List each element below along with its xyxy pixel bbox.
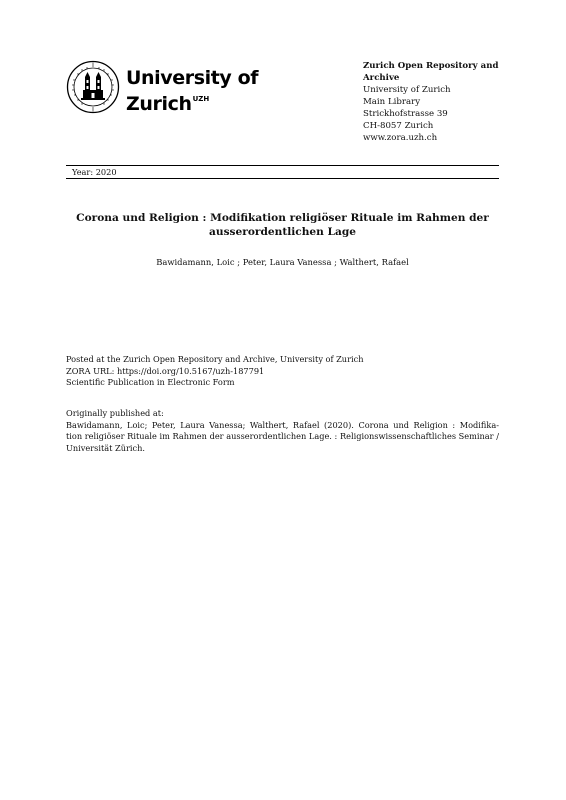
uzh-superscript: UZH [192,95,210,103]
university-wordmark [126,68,258,115]
repository-title-line1: Zurich Open Repository and [363,61,499,71]
repository-website-link[interactable]: www.zora.uzh.ch [363,133,438,143]
year-bar [66,165,499,179]
authors: Bawidamann, Loic ; Peter, Laura Vanessa ; Walthert, Rafael [156,257,409,267]
university-logo [66,60,266,120]
university-name-line2 [126,89,258,115]
citation-line3: Universität Zürich. [66,442,146,453]
citation [66,420,499,455]
repository-title-line2: Archive [363,73,400,83]
address-line: Strickhofstrasse 39 [363,109,448,119]
title-line1: Corona und Religion : Modifikation religiöser Rituale im Rahmen der [76,212,489,224]
zora-url-link[interactable]: ZORA URL: https://doi.org/10.5167/uzh-187791 [66,365,265,376]
address-line: CH-8057 Zurich [363,121,434,131]
university-name-zurich: Zurich [126,93,192,115]
originally-published-heading: Originally published at: [66,408,164,418]
repository-address-block [363,60,513,144]
citation-line1: Bawidamann, Loic; Peter, Laura Vanessa; Walthert, Rafael (2020). Corona und Religion : Modifika- [66,419,499,430]
publication-year: Year: 2020 [72,167,117,177]
address-line: University of Zurich [363,85,451,95]
document-title [66,211,499,239]
title-line2: ausserordentlichen Lage [209,226,356,238]
address-line: Main Library [363,97,421,107]
originally-published-block [66,408,499,454]
posted-line: Posted at the Zurich Open Repository and Archive, University of Zurich [66,354,364,364]
citation-line2: tion religiöser Rituale im Rahmen der ausserordentlichen Lage. : Religionswissenschaftliches Seminar / [66,431,499,441]
posted-info [66,354,499,389]
university-seal-icon [66,60,120,114]
university-name-line1: University of [126,67,259,89]
publication-form: Scientific Publication in Electronic Form [66,377,235,387]
